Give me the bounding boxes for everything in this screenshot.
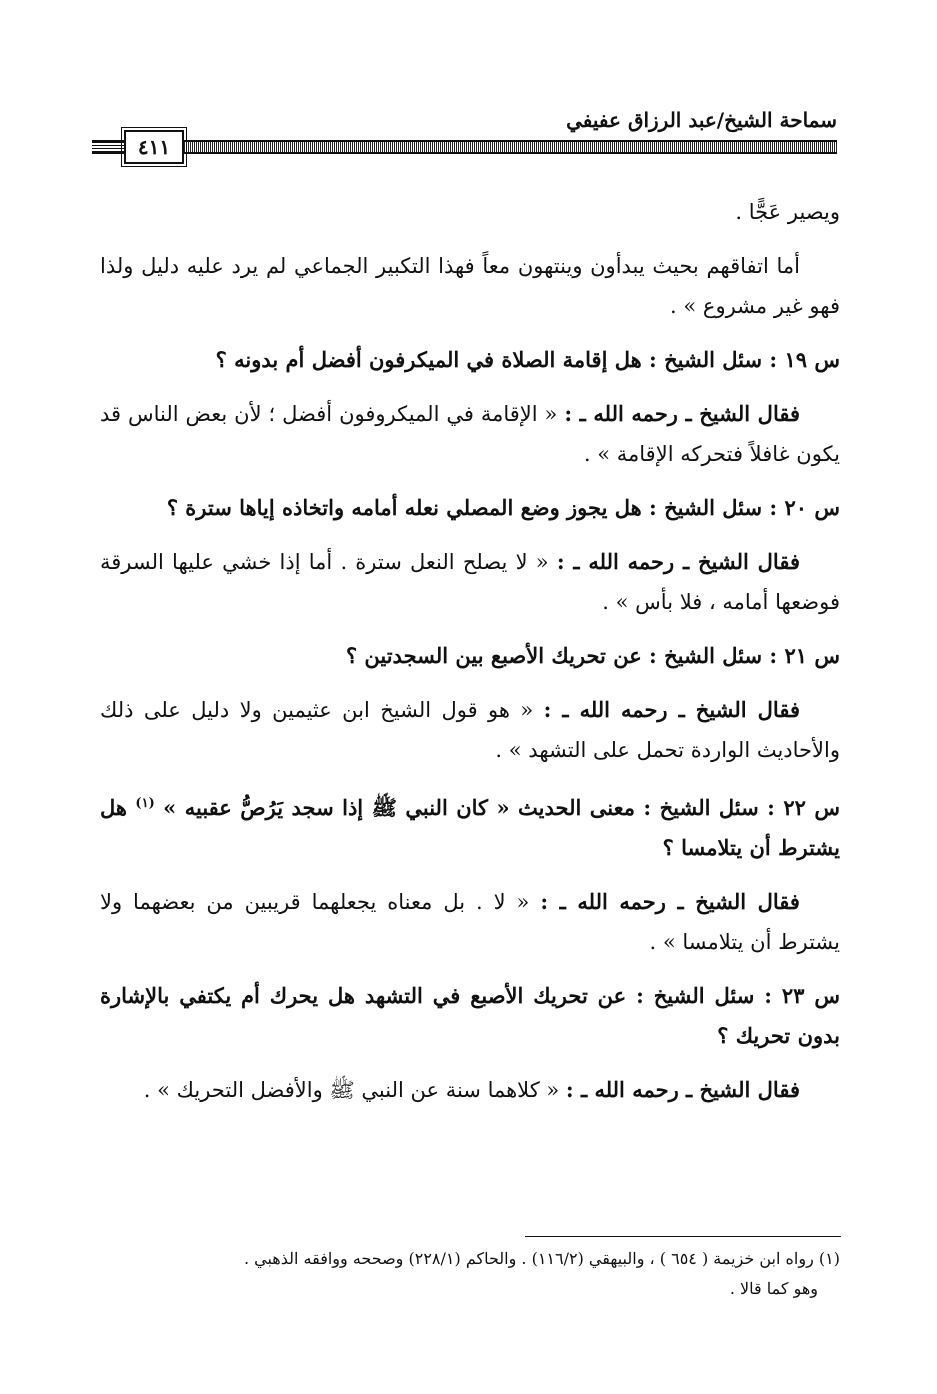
header-rule — [182, 140, 837, 154]
running-title: سماحة الشيخ/عبد الرزاق عفيفي — [566, 108, 837, 132]
footnote-line: (١) رواه ابن خزيمة ( ٦٥٤ ) ، والبيهقي (١١٦/٢) . والحاكم (٢٢٨/١) وصححه ووافقه الذهبي . — [243, 1249, 840, 1268]
footnote-line: وهو كما قالا . — [729, 1279, 818, 1298]
page-body — [100, 192, 840, 1124]
page-header — [92, 108, 837, 178]
answer-20 — [100, 542, 840, 622]
answer-21 — [100, 690, 840, 770]
question-text: هل يشترط أن يتلامسا ؟ — [100, 795, 840, 860]
answer-text: « هو قول الشيخ ابن عثيمين ولا دليل على ذلك والأحاديث الواردة تحمل على التشهد » . — [100, 698, 840, 762]
answer-lead: فقال الشيخ ـ رحمه الله ـ : — [543, 697, 800, 722]
question-text: س ٢٢ : سئل الشيخ : معنى الحديث « كان النبي ﷺ إذا سجد يَرُصُّ عقبيه » — [163, 795, 840, 820]
answer-23 — [100, 1070, 840, 1110]
question-20: س ٢٠ : سئل الشيخ : هل يجوز وضع المصلي نعله أمامه واتخاذه إياها سترة ؟ — [166, 495, 840, 520]
answer-text: « كلاهما سنة عن النبي ﷺ والأفضل التحريك » . — [143, 1078, 560, 1102]
answer-22 — [100, 882, 840, 962]
header-rule-left — [92, 140, 126, 154]
answer-lead: فقال الشيخ ـ رحمه الله ـ : — [556, 549, 800, 574]
question-19: س ١٩ : سئل الشيخ : هل إقامة الصلاة في الميكرفون أفضل أم بدونه ؟ — [215, 347, 840, 372]
answer-19 — [100, 394, 840, 474]
answer-text: « لا يصلح النعل سترة . أما إذا خشي عليها السرقة فوضعها أمامه ، فلا بأس » . — [100, 550, 840, 614]
answer-text: « الإقامة في الميكروفون أفضل ؛ لأن بعض الناس قد يكون غافلاً فتحركه الإقامة » . — [100, 402, 840, 466]
answer-lead: فقال الشيخ ـ رحمه الله ـ : — [565, 1077, 800, 1102]
footnote-separator — [525, 1236, 841, 1237]
answer-lead: فقال الشيخ ـ رحمه الله ـ : — [564, 401, 800, 426]
page-number: ٤١١ — [124, 130, 184, 164]
paragraph-continuation: ويصير عَجًّا . — [735, 200, 840, 224]
paragraph: أما اتفاقهم بحيث يبدأون وينتهون معاً فهذا التكبير الجماعي لم يرد عليه دليل ولذا فهو غير مشروع » . — [100, 254, 840, 318]
question-21: س ٢١ : سئل الشيخ : عن تحريك الأصبع بين السجدتين ؟ — [345, 643, 840, 668]
question-22 — [100, 784, 840, 868]
question-23: س ٢٣ : سئل الشيخ : عن تحريك الأصبع في التشهد هل يحرك أم يكتفي بالإشارة بدون تحريك ؟ — [100, 983, 840, 1048]
answer-lead: فقال الشيخ ـ رحمه الله ـ : — [540, 889, 800, 914]
footnote-marker: (١) — [135, 796, 155, 811]
footnote — [100, 1244, 840, 1304]
answer-text: « لا . بل معناه يجعلهما قريبين من بعضهما ولا يشترط أن يتلامسا » . — [100, 890, 840, 954]
